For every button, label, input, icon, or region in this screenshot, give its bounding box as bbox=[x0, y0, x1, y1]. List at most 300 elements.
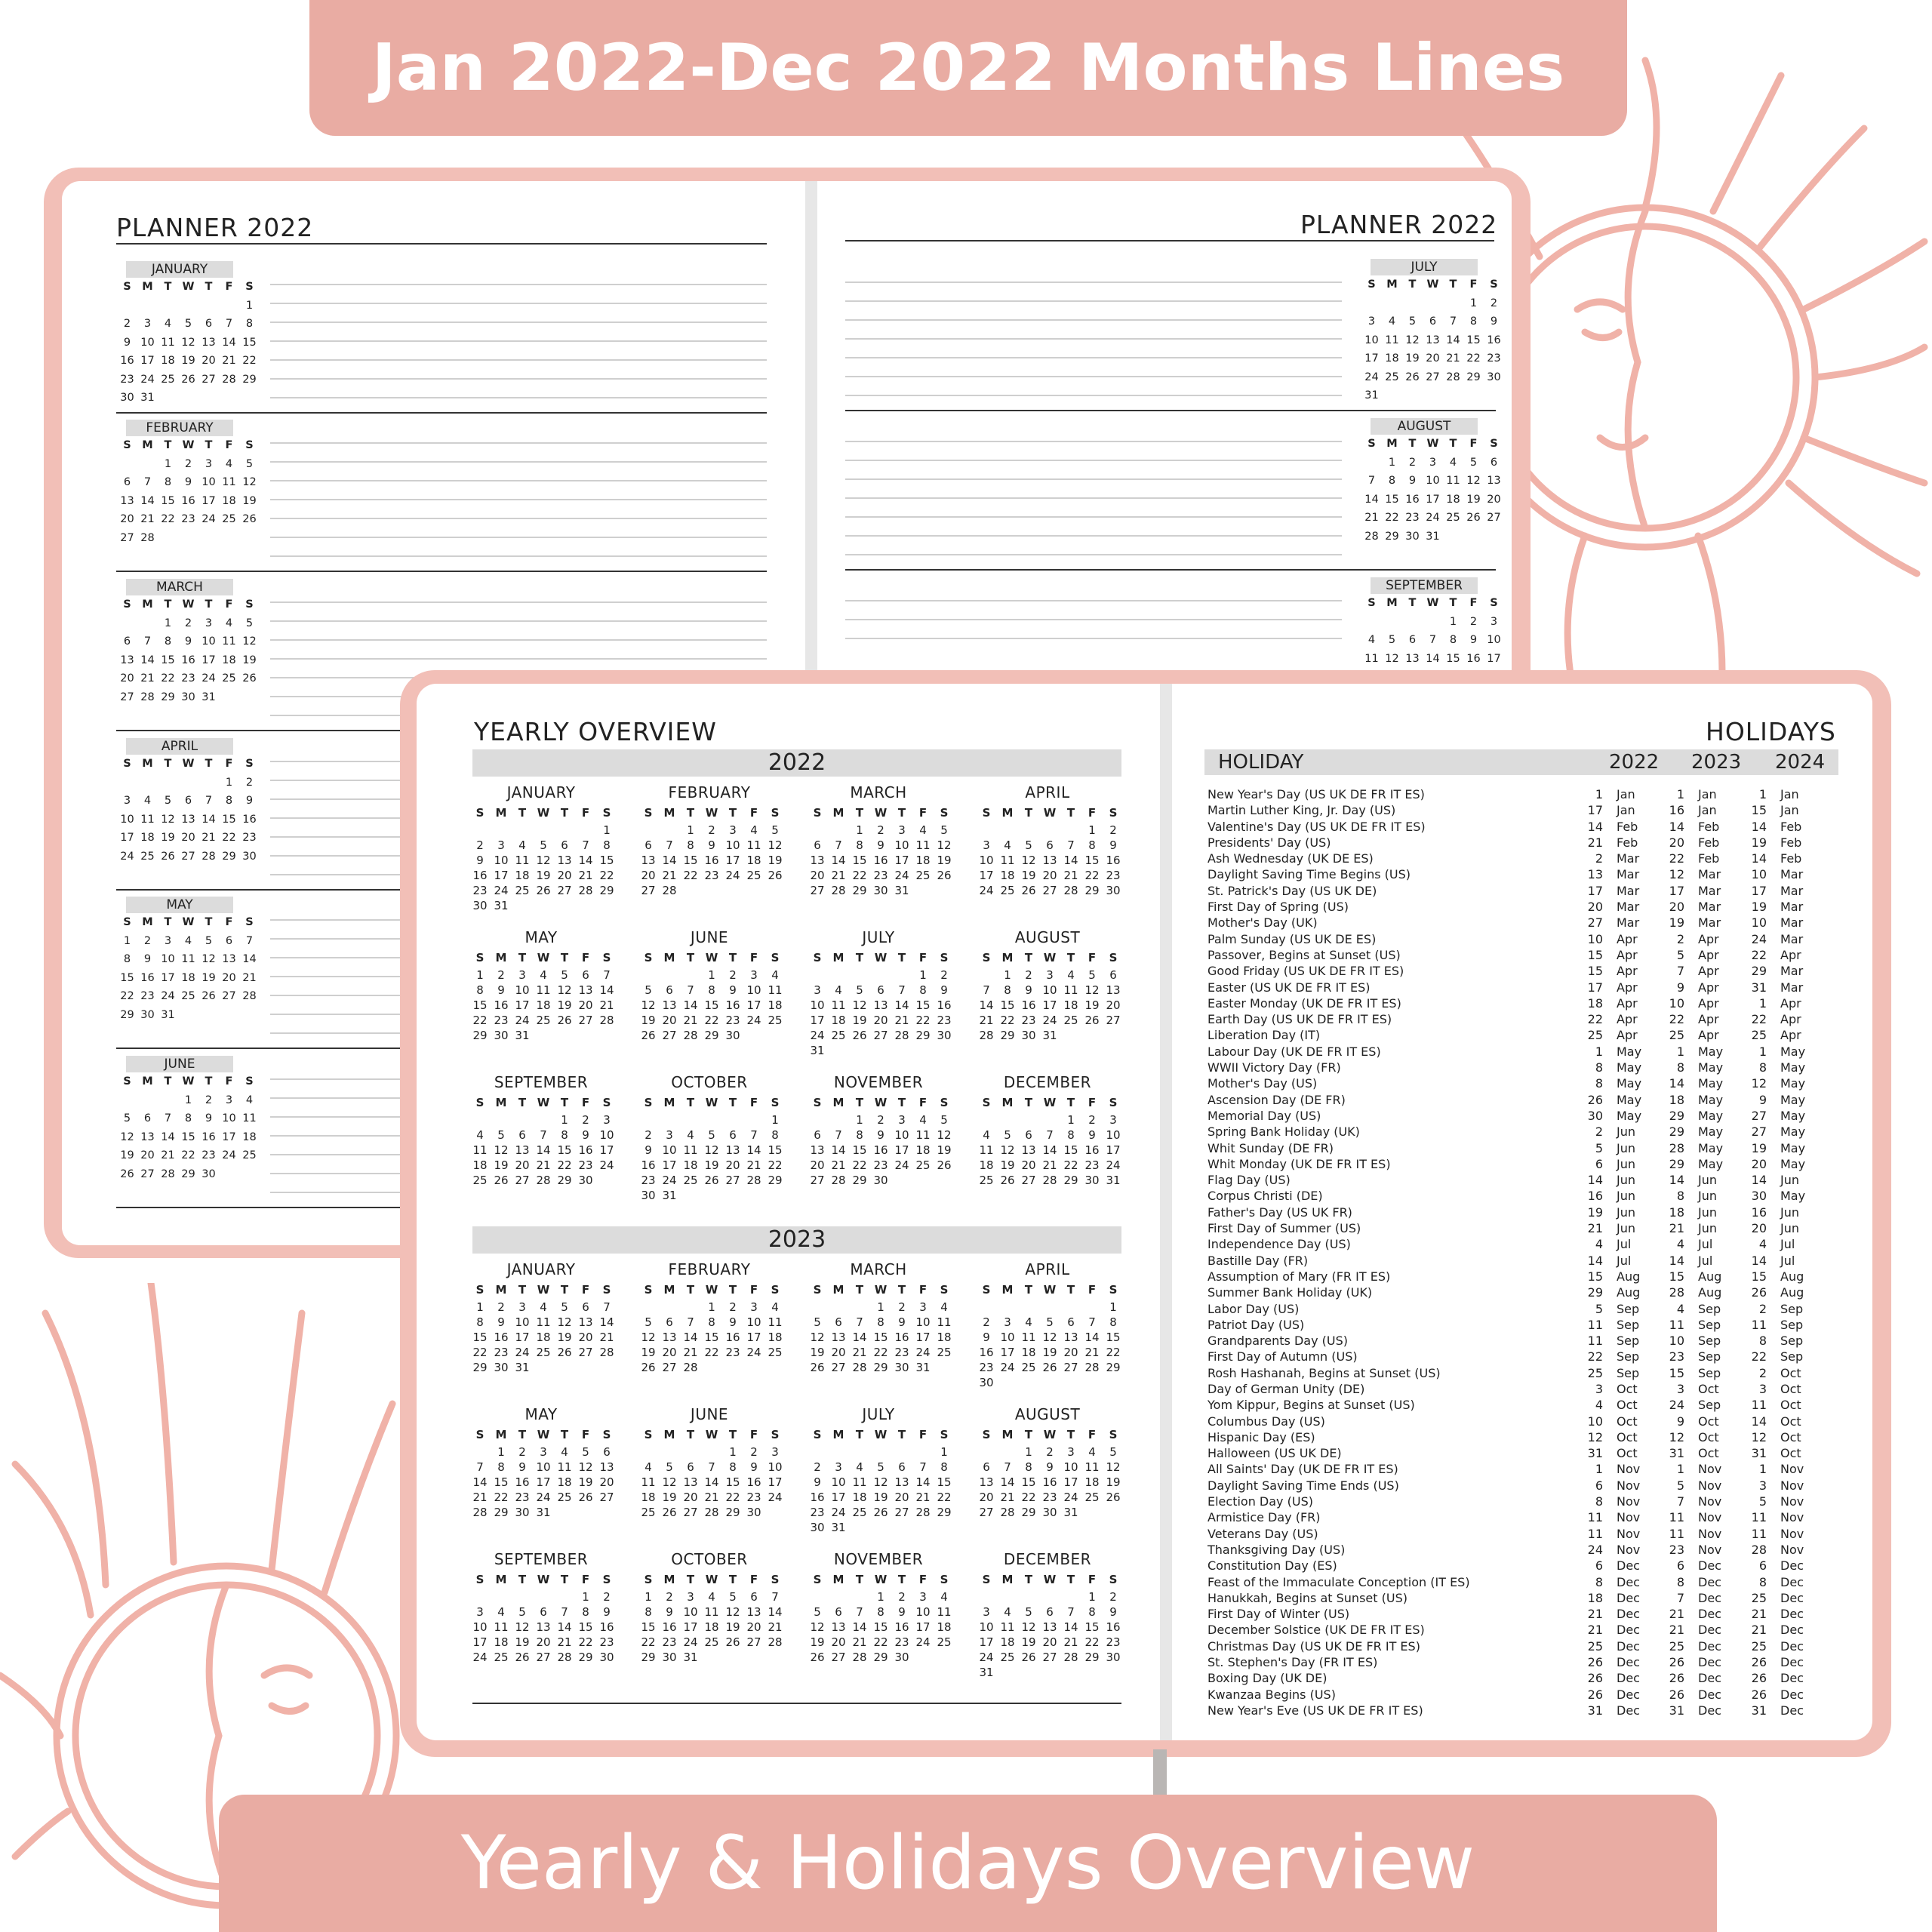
day-cell: 30 bbox=[1405, 530, 1420, 543]
day-cell: 6 bbox=[687, 1460, 694, 1474]
day-cell bbox=[1423, 613, 1443, 632]
weekday-label: M bbox=[832, 1428, 844, 1441]
day-cell: 22 bbox=[641, 1635, 656, 1649]
weekday-label: W bbox=[874, 1428, 888, 1441]
day-cell: 20 bbox=[120, 672, 134, 685]
day-cell: 29 bbox=[915, 1029, 931, 1042]
day-cell bbox=[575, 898, 596, 913]
day-cell bbox=[891, 1520, 912, 1535]
day-cell: 4 bbox=[771, 968, 779, 982]
day-cell: 25 bbox=[915, 1158, 931, 1172]
day-cell: 29 bbox=[1084, 1651, 1100, 1664]
day-cell: 17 bbox=[683, 1620, 698, 1634]
day-cell: 11 bbox=[536, 1315, 551, 1329]
weekday-label: F bbox=[225, 281, 233, 293]
day-cell bbox=[137, 774, 158, 792]
day-cell: 17 bbox=[725, 854, 740, 867]
holiday-month: Jan bbox=[1780, 803, 1799, 818]
weekday-label: T bbox=[560, 1428, 569, 1441]
weekday-label: T bbox=[205, 758, 213, 770]
weekday-label: S bbox=[245, 1075, 254, 1088]
week-row bbox=[469, 968, 613, 983]
holiday-row bbox=[1208, 1558, 1834, 1574]
holiday-month: Nov bbox=[1698, 1542, 1722, 1557]
day-cell: 30 bbox=[937, 1029, 952, 1042]
day-cell: 13 bbox=[725, 1143, 740, 1157]
holiday-day: 12 bbox=[1751, 1429, 1767, 1444]
holiday-month: May bbox=[1698, 1156, 1724, 1171]
writing-line bbox=[270, 397, 767, 398]
holiday-month: Sep bbox=[1617, 1334, 1640, 1349]
writing-lines[interactable] bbox=[270, 284, 767, 416]
day-cell bbox=[1060, 1375, 1081, 1390]
holiday-name: Whit Sunday (DE FR) bbox=[1208, 1140, 1334, 1155]
holiday-row bbox=[1208, 1509, 1834, 1525]
week-row bbox=[117, 1109, 257, 1128]
holiday-row bbox=[1208, 1606, 1834, 1622]
day-cell: 1 bbox=[225, 776, 233, 789]
day-cell: 4 bbox=[540, 968, 547, 982]
day-cell bbox=[1060, 1589, 1081, 1604]
weekday-label: S bbox=[940, 806, 949, 820]
day-cell bbox=[870, 1444, 891, 1460]
day-cell: 7 bbox=[540, 1128, 547, 1142]
week-row bbox=[469, 868, 613, 883]
day-cell bbox=[764, 1028, 786, 1043]
day-cell: 6 bbox=[518, 1128, 526, 1142]
day-cell: 6 bbox=[603, 1445, 611, 1459]
holiday-name: December Solstice (UK DE FR IT ES) bbox=[1208, 1623, 1425, 1638]
day-cell: 20 bbox=[662, 1346, 677, 1359]
day-cell: 16 bbox=[873, 1143, 888, 1157]
month-name: JANUARY bbox=[506, 783, 576, 801]
holiday-name: Daylight Saving Time Ends (US) bbox=[1208, 1478, 1399, 1493]
week-row bbox=[469, 1173, 613, 1188]
week-row bbox=[976, 1460, 1119, 1475]
holiday-day: 27 bbox=[1751, 1124, 1767, 1140]
holiday-month: Nov bbox=[1698, 1478, 1722, 1493]
day-cell: 28 bbox=[161, 1168, 175, 1180]
holiday-month: Apr bbox=[1617, 995, 1638, 1011]
weekday-label: S bbox=[644, 1283, 653, 1297]
day-cell: 23 bbox=[202, 1149, 216, 1161]
day-cell: 3 bbox=[205, 617, 213, 629]
day-cell: 30 bbox=[873, 884, 888, 897]
day-cell bbox=[1060, 1300, 1081, 1315]
day-cell bbox=[828, 1300, 849, 1315]
holiday-day: 21 bbox=[1587, 1623, 1603, 1638]
holiday-month: Mar bbox=[1780, 883, 1804, 898]
holiday-row bbox=[1208, 1236, 1834, 1252]
week-row bbox=[1361, 294, 1498, 313]
holiday-day: 21 bbox=[1587, 835, 1603, 850]
month-separator bbox=[845, 410, 1496, 411]
day-cell: 27 bbox=[140, 1168, 155, 1180]
day-cell: 9 bbox=[750, 1460, 758, 1474]
writing-lines[interactable] bbox=[845, 441, 1342, 573]
week-row bbox=[807, 853, 950, 868]
holiday-day: 31 bbox=[1751, 1703, 1767, 1718]
day-cell: 25 bbox=[683, 1174, 698, 1187]
day-cell bbox=[764, 883, 786, 898]
holiday-month: Nov bbox=[1780, 1542, 1804, 1557]
day-cell: 1 bbox=[1025, 1445, 1032, 1459]
holiday-day: 11 bbox=[1751, 1526, 1767, 1541]
holiday-month: Sep bbox=[1698, 1317, 1721, 1332]
day-cell: 6 bbox=[666, 983, 673, 997]
holiday-name: Daylight Saving Time Begins (US) bbox=[1208, 867, 1411, 882]
holiday-day: 25 bbox=[1669, 1028, 1684, 1043]
day-cell bbox=[997, 1665, 1018, 1680]
day-cell: 2 bbox=[750, 1445, 758, 1459]
holiday-month: Sep bbox=[1617, 1301, 1640, 1316]
day-cell: 4 bbox=[708, 1590, 715, 1604]
day-cell: 25 bbox=[1021, 1361, 1036, 1374]
day-cell bbox=[158, 297, 178, 315]
day-cell: 23 bbox=[578, 1158, 593, 1172]
day-cell: 17 bbox=[494, 869, 509, 882]
holiday-day: 29 bbox=[1669, 1156, 1684, 1171]
holiday-day: 12 bbox=[1751, 1076, 1767, 1091]
holiday-name: Christmas Day (US UK DE FR IT ES) bbox=[1208, 1638, 1420, 1654]
holiday-day: 15 bbox=[1587, 947, 1603, 962]
day-cell: 30 bbox=[1084, 1174, 1100, 1187]
day-cell: 5 bbox=[940, 823, 948, 837]
holiday-day: 3 bbox=[1595, 1381, 1603, 1396]
year-2023-month-april bbox=[976, 1260, 1119, 1390]
day-cell: 3 bbox=[771, 1445, 779, 1459]
day-cell: 29 bbox=[472, 1361, 488, 1374]
holiday-row bbox=[1208, 819, 1834, 835]
planner-month-july bbox=[1361, 259, 1501, 405]
holiday-day: 1 bbox=[1595, 787, 1603, 801]
day-cell: 2 bbox=[1469, 615, 1478, 628]
day-cell: 4 bbox=[1367, 634, 1376, 646]
day-cell: 11 bbox=[557, 1460, 572, 1474]
holiday-name: Passover, Begins at Sunset (US) bbox=[1208, 947, 1401, 962]
week-row bbox=[807, 1158, 950, 1173]
day-cell: 21 bbox=[1042, 1158, 1057, 1172]
holiday-day: 7 bbox=[1676, 1494, 1684, 1509]
holiday-month: Jul bbox=[1698, 1237, 1713, 1252]
month-name: DECEMBER bbox=[1003, 1073, 1092, 1091]
day-cell bbox=[638, 968, 659, 983]
day-cell bbox=[596, 1028, 617, 1043]
month-name: JULY bbox=[862, 1405, 895, 1423]
holiday-month: Jun bbox=[1780, 1204, 1799, 1220]
writing-line bbox=[270, 303, 767, 304]
day-cell: 4 bbox=[518, 838, 526, 852]
day-cell: 15 bbox=[1446, 652, 1460, 665]
day-cell: 2 bbox=[729, 968, 737, 982]
day-cell: 6 bbox=[645, 838, 652, 852]
writing-lines[interactable] bbox=[845, 600, 1342, 657]
day-cell bbox=[680, 968, 701, 983]
day-cell: 16 bbox=[894, 1331, 909, 1344]
holiday-month: Nov bbox=[1698, 1462, 1722, 1477]
holiday-day: 21 bbox=[1669, 1623, 1684, 1638]
day-cell: 8 bbox=[1088, 1605, 1096, 1619]
week-row bbox=[469, 1635, 613, 1650]
day-cell bbox=[680, 1300, 701, 1315]
weekday-label: F bbox=[1469, 597, 1478, 609]
writing-lines[interactable] bbox=[270, 442, 767, 574]
week-row bbox=[976, 868, 1119, 883]
day-cell: 12 bbox=[852, 998, 867, 1012]
day-cell bbox=[1382, 613, 1402, 632]
day-cell: 12 bbox=[1084, 983, 1100, 997]
day-cell: 9 bbox=[603, 1605, 611, 1619]
day-cell: 8 bbox=[919, 983, 927, 997]
day-cell: 18 bbox=[140, 832, 155, 844]
day-cell: 3 bbox=[603, 1113, 611, 1127]
holiday-day: 8 bbox=[1595, 1574, 1603, 1589]
week-row bbox=[117, 614, 254, 633]
day-cell bbox=[178, 389, 198, 408]
weekday-label: T bbox=[897, 1428, 906, 1441]
week-row bbox=[117, 987, 257, 1006]
week-row bbox=[638, 1112, 781, 1128]
day-cell: 5 bbox=[814, 1605, 821, 1619]
day-cell: 24 bbox=[1063, 1491, 1078, 1504]
year-2022-month-september bbox=[469, 1072, 613, 1188]
day-cell: 27 bbox=[683, 1506, 698, 1519]
day-cell: 24 bbox=[1106, 1158, 1121, 1172]
holiday-row bbox=[1208, 1638, 1834, 1654]
holiday-month: May bbox=[1780, 1140, 1806, 1155]
day-cell bbox=[1423, 294, 1443, 313]
holiday-name: Mother's Day (UK) bbox=[1208, 915, 1318, 931]
day-cell: 10 bbox=[472, 1620, 488, 1634]
day-cell: 26 bbox=[1106, 1491, 1121, 1504]
holiday-month: Sep bbox=[1780, 1317, 1804, 1332]
day-cell: 13 bbox=[1021, 1143, 1036, 1157]
holiday-month: Dec bbox=[1617, 1607, 1640, 1622]
day-cell bbox=[828, 1112, 849, 1128]
day-cell bbox=[997, 1300, 1018, 1315]
day-cell: 16 bbox=[894, 1620, 909, 1634]
day-cell bbox=[976, 1300, 997, 1315]
day-cell: 17 bbox=[515, 998, 530, 1012]
day-cell bbox=[680, 1188, 701, 1203]
day-cell bbox=[891, 968, 912, 983]
holiday-month: Mar bbox=[1780, 980, 1804, 995]
day-cell: 15 bbox=[1084, 854, 1100, 867]
day-cell: 26 bbox=[641, 1029, 656, 1042]
day-cell: 23 bbox=[599, 1635, 614, 1649]
day-cell: 17 bbox=[515, 1331, 530, 1344]
day-cell: 13 bbox=[662, 1331, 677, 1344]
day-cell: 2 bbox=[877, 1113, 884, 1127]
holiday-day: 8 bbox=[1595, 1076, 1603, 1091]
day-cell: 1 bbox=[856, 823, 863, 837]
day-cell: 8 bbox=[1004, 983, 1011, 997]
day-cell bbox=[219, 688, 239, 707]
day-cell: 13 bbox=[1063, 1331, 1078, 1344]
holiday-day: 19 bbox=[1751, 900, 1767, 915]
day-cell bbox=[828, 1043, 849, 1058]
holiday-day: 27 bbox=[1587, 915, 1603, 931]
day-cell: 19 bbox=[242, 494, 257, 507]
holiday-month: Oct bbox=[1617, 1398, 1638, 1413]
weekday-label: M bbox=[1386, 597, 1398, 609]
day-cell: 18 bbox=[768, 998, 783, 1012]
day-cell: 27 bbox=[557, 884, 572, 897]
holiday-day: 25 bbox=[1751, 1638, 1767, 1654]
month-name: MARCH bbox=[850, 783, 907, 801]
weekday-label: T bbox=[855, 951, 864, 964]
weekday-label: S bbox=[1109, 1096, 1118, 1109]
week-row bbox=[976, 1604, 1119, 1620]
holiday-day: 6 bbox=[1758, 1558, 1767, 1574]
weekday-header bbox=[807, 948, 950, 968]
day-cell: 14 bbox=[472, 1475, 488, 1489]
day-cell: 13 bbox=[140, 1131, 155, 1143]
day-cell bbox=[533, 1112, 554, 1128]
holiday-month: Oct bbox=[1780, 1365, 1801, 1380]
weekday-label: M bbox=[495, 806, 507, 820]
day-cell: 23 bbox=[873, 1158, 888, 1172]
weekday-label: M bbox=[832, 1096, 844, 1109]
holiday-name: Spring Bank Holiday (UK) bbox=[1208, 1124, 1360, 1140]
day-cell: 15 bbox=[472, 998, 488, 1012]
holiday-day: 22 bbox=[1751, 1012, 1767, 1027]
holiday-row bbox=[1208, 931, 1834, 947]
week-row bbox=[469, 1460, 613, 1475]
weekday-label: T bbox=[164, 281, 172, 293]
day-cell: 20 bbox=[894, 1491, 909, 1504]
weekday-label: T bbox=[897, 1573, 906, 1586]
day-cell: 6 bbox=[1025, 1128, 1032, 1142]
yearly-bottom-rule bbox=[472, 1703, 1121, 1704]
holiday-month: Feb bbox=[1698, 835, 1720, 850]
day-cell: 16 bbox=[202, 1131, 216, 1143]
day-cell: 1 bbox=[245, 299, 254, 312]
day-cell: 29 bbox=[852, 884, 867, 897]
day-cell: 19 bbox=[937, 1143, 952, 1157]
holiday-name: Valentine's Day (US UK DE FR IT ES) bbox=[1208, 819, 1426, 834]
day-cell: 14 bbox=[578, 854, 593, 867]
day-cell: 26 bbox=[810, 1651, 825, 1664]
day-cell: 21 bbox=[140, 513, 155, 525]
day-cell: 12 bbox=[578, 1460, 593, 1474]
year-2023-month-september bbox=[469, 1549, 613, 1665]
week-row bbox=[117, 1146, 257, 1165]
day-cell: 6 bbox=[184, 795, 192, 807]
day-cell: 9 bbox=[1109, 838, 1117, 852]
day-cell: 2 bbox=[1025, 968, 1032, 982]
week-row bbox=[117, 1091, 254, 1110]
day-cell: 17 bbox=[202, 654, 216, 666]
holiday-day: 22 bbox=[1587, 1349, 1603, 1364]
week-row bbox=[638, 838, 781, 853]
day-cell: 12 bbox=[242, 635, 257, 648]
week-row bbox=[638, 1128, 781, 1143]
writing-lines[interactable] bbox=[845, 281, 1342, 414]
weekday-label: M bbox=[663, 1096, 675, 1109]
day-cell: 8 bbox=[877, 1605, 884, 1619]
day-cell: 8 bbox=[497, 1460, 505, 1474]
day-cell: 21 bbox=[746, 1158, 761, 1172]
day-cell: 26 bbox=[1084, 1014, 1100, 1027]
week-row bbox=[117, 632, 257, 651]
holiday-month: Aug bbox=[1780, 1269, 1804, 1284]
day-cell: 17 bbox=[1364, 352, 1379, 365]
weekday-label: W bbox=[874, 806, 888, 820]
holiday-month: Nov bbox=[1617, 1478, 1641, 1493]
holiday-day: 19 bbox=[1751, 835, 1767, 850]
weekday-header bbox=[469, 948, 613, 968]
day-cell bbox=[198, 297, 219, 315]
day-cell: 19 bbox=[202, 971, 216, 984]
day-cell: 10 bbox=[1063, 1460, 1078, 1474]
weekday-label: W bbox=[182, 281, 195, 293]
day-cell: 12 bbox=[937, 1128, 952, 1142]
holiday-day: 5 bbox=[1676, 1478, 1684, 1493]
day-cell: 27 bbox=[1106, 1014, 1121, 1027]
week-row bbox=[807, 1444, 950, 1460]
day-cell: 31 bbox=[810, 1044, 825, 1057]
weekday-label: W bbox=[1426, 438, 1439, 450]
week-row bbox=[638, 1028, 781, 1043]
holiday-row bbox=[1208, 1349, 1834, 1364]
day-cell: 6 bbox=[666, 1315, 673, 1329]
day-cell bbox=[198, 774, 219, 792]
year-bar-2022: 2022 bbox=[472, 749, 1121, 777]
weekday-label: S bbox=[644, 806, 653, 820]
week-row bbox=[976, 1315, 1119, 1330]
holiday-day: 26 bbox=[1751, 1655, 1767, 1670]
week-row bbox=[807, 1505, 950, 1520]
holiday-month: Sep bbox=[1780, 1349, 1804, 1364]
week-row bbox=[807, 1128, 950, 1143]
month-name: JULY bbox=[862, 928, 895, 946]
day-cell: 5 bbox=[729, 1590, 737, 1604]
weekday-header bbox=[976, 948, 1119, 968]
weekday-label: S bbox=[245, 598, 254, 611]
year-2022-month-may bbox=[469, 928, 613, 1043]
week-row bbox=[117, 811, 257, 829]
day-cell: 29 bbox=[852, 1174, 867, 1187]
holiday-day: 17 bbox=[1587, 803, 1603, 818]
holiday-month: Dec bbox=[1780, 1655, 1804, 1670]
month-separator bbox=[116, 412, 767, 414]
weekday-label: F bbox=[225, 1075, 233, 1088]
day-cell: 22 bbox=[725, 1491, 740, 1504]
day-cell: 1 bbox=[940, 1445, 948, 1459]
holiday-month: May bbox=[1617, 1044, 1642, 1059]
weekday-label: M bbox=[142, 916, 153, 928]
day-cell: 11 bbox=[1000, 1620, 1015, 1634]
day-cell: 6 bbox=[1046, 1605, 1054, 1619]
week-row bbox=[1361, 528, 1491, 546]
day-cell: 21 bbox=[599, 998, 614, 1012]
holiday-day: 22 bbox=[1751, 947, 1767, 962]
day-cell: 16 bbox=[810, 1491, 825, 1504]
day-cell: 8 bbox=[708, 983, 715, 997]
day-cell bbox=[934, 1360, 955, 1375]
year-2022-month-april bbox=[976, 783, 1119, 898]
weekday-label: S bbox=[940, 1428, 949, 1441]
day-cell bbox=[1060, 1028, 1081, 1043]
holiday-name: Martin Luther King, Jr. Day (US) bbox=[1208, 803, 1396, 818]
day-cell: 10 bbox=[894, 1128, 909, 1142]
holiday-name: Father's Day (US UK FR) bbox=[1208, 1204, 1352, 1220]
day-cell: 18 bbox=[1021, 1346, 1036, 1359]
day-cell: 15 bbox=[557, 1143, 572, 1157]
holiday-day: 11 bbox=[1669, 1317, 1684, 1332]
day-cell: 25 bbox=[1385, 371, 1399, 383]
